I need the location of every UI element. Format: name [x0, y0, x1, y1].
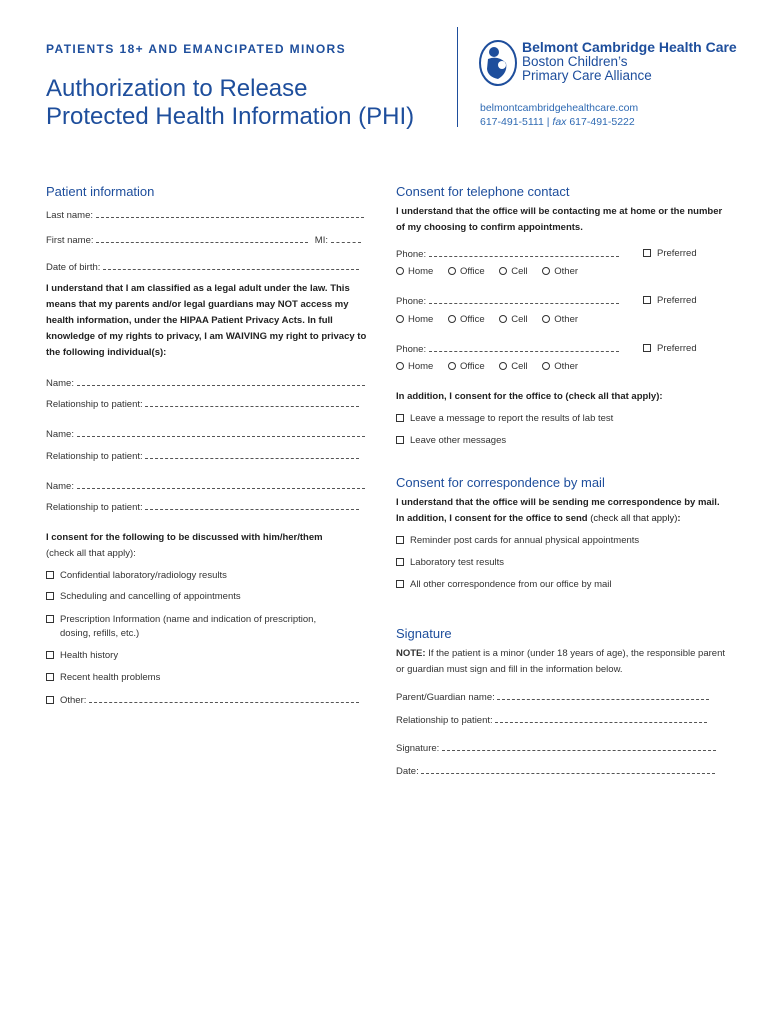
phone-fax: 617-491-5111 | fax 617-491-5222: [480, 116, 635, 128]
telephone-heading: Consent for telephone contact: [396, 184, 570, 199]
date-field[interactable]: [396, 765, 715, 777]
page-title: [46, 75, 414, 131]
guardian-name-field[interactable]: [396, 691, 709, 703]
mail-item[interactable]: [396, 535, 639, 546]
checkbox[interactable]: [46, 615, 54, 623]
option-label: Home: [408, 314, 434, 325]
radio[interactable]: [499, 362, 507, 370]
relationship-line[interactable]: [145, 398, 359, 407]
option-label: Home: [408, 266, 434, 277]
option-home[interactable]: [396, 361, 433, 372]
contact-info: [480, 101, 638, 129]
fax-number: 617-491-5222: [569, 116, 635, 128]
dob-field[interactable]: [46, 261, 359, 273]
checkbox[interactable]: [643, 296, 651, 304]
patient-info-heading: Patient information: [46, 184, 155, 199]
telephone-statement: I understand that the office will be contacting me at home or the number of my choosing to confirm appointments.: [396, 206, 723, 233]
phone-field[interactable]: [396, 248, 619, 260]
individual-2-name[interactable]: [46, 428, 365, 440]
option-cell[interactable]: [499, 361, 527, 372]
relationship-line[interactable]: [145, 501, 359, 510]
phone-line[interactable]: [429, 343, 619, 352]
radio[interactable]: [499, 267, 507, 275]
first-name-line[interactable]: [96, 234, 308, 243]
telephone-item-label: Leave a message to report the results of lab test: [410, 413, 614, 424]
form-kicker: PATIENTS 18+ AND EMANCIPATED MINORS: [46, 42, 347, 56]
preferred-option[interactable]: [643, 295, 697, 306]
checkbox[interactable]: [46, 696, 54, 704]
fax-label: fax: [552, 116, 567, 128]
privacy-statement: I understand that I am classified as a legal adult under the law. This means that my parents and/or legal guardians may NOT access my health information, under the HIPAA Patient Privacy Acts. In full knowledge of my rights to privacy, I am WAIVING my right to privacy to the following individual(s):: [46, 283, 367, 358]
preferred-option[interactable]: [643, 343, 697, 354]
signature-note: [396, 646, 726, 678]
relationship-label: Relationship to patient:: [46, 451, 143, 462]
option-office[interactable]: [448, 314, 485, 325]
option-label: Other: [554, 314, 579, 325]
consent-item[interactable]: [46, 650, 118, 661]
consent-item-label: Confidential laboratory/radiology results: [60, 570, 227, 581]
option-other[interactable]: [542, 266, 578, 277]
checkbox[interactable]: [643, 249, 651, 257]
option-home[interactable]: [396, 266, 433, 277]
phone-field[interactable]: [396, 343, 619, 355]
option-other[interactable]: [542, 361, 578, 372]
option-other[interactable]: [542, 314, 578, 325]
individual-3-relationship[interactable]: [46, 501, 359, 513]
option-label: Cell: [511, 266, 528, 277]
name-label: Name:: [46, 481, 74, 492]
checkbox[interactable]: [46, 651, 54, 659]
mail-item[interactable]: [396, 579, 612, 590]
option-label: Office: [459, 314, 485, 325]
individual-3-name[interactable]: [46, 480, 365, 492]
consent-item-label: Other:: [60, 695, 87, 706]
mail-item[interactable]: [396, 557, 504, 568]
checkbox[interactable]: [396, 436, 404, 444]
option-cell[interactable]: [499, 314, 527, 325]
consent-note: (check all that apply):: [46, 548, 136, 559]
phone-type-options[interactable]: [396, 361, 590, 372]
phone-label: Phone:: [396, 296, 427, 307]
name-label: Name:: [46, 429, 74, 440]
dob-label: Date of birth:: [46, 262, 101, 273]
radio[interactable]: [542, 362, 550, 370]
title-line-1: Authorization to Release: [46, 75, 308, 102]
telephone-item[interactable]: [396, 435, 506, 446]
mail-statement: [396, 495, 726, 527]
option-home[interactable]: [396, 314, 433, 325]
option-label: Other: [554, 266, 579, 277]
consent-item[interactable]: [46, 570, 227, 581]
first-name-field[interactable]: [46, 234, 361, 246]
mail-item-label: Laboratory test results: [410, 557, 504, 568]
option-label: Office: [459, 361, 485, 372]
signature-label: Signature:: [396, 743, 440, 754]
other-line[interactable]: [89, 694, 359, 703]
org-name: Belmont Cambridge Health Care: [522, 39, 737, 55]
preferred-label: Preferred: [657, 343, 697, 354]
mail-item-label: All other correspondence from our office by mail: [410, 579, 612, 590]
radio[interactable]: [396, 362, 404, 370]
consent-item-label: Health history: [60, 650, 119, 661]
guardian-label: Parent/Guardian name:: [396, 692, 495, 703]
mail-statement-note: (check all that apply): [590, 513, 678, 524]
checkbox[interactable]: [643, 344, 651, 352]
mail-item-label: Reminder post cards for annual physical appointments: [410, 535, 640, 546]
mi-label: MI:: [314, 235, 328, 246]
relationship-line[interactable]: [145, 450, 359, 459]
option-office[interactable]: [448, 361, 485, 372]
checkbox[interactable]: [396, 536, 404, 544]
website-link[interactable]: belmontcambridgehealthcare.com: [480, 102, 639, 114]
mi-line[interactable]: [331, 234, 361, 243]
phone-line[interactable]: [429, 295, 619, 304]
telephone-item-label: Leave other messages: [410, 435, 507, 446]
preferred-option[interactable]: [643, 248, 697, 259]
phone-line[interactable]: [429, 248, 619, 257]
option-label: Other: [554, 361, 579, 372]
title-line-2: Protected Health Information (PHI): [46, 103, 415, 130]
radio[interactable]: [542, 267, 550, 275]
individual-1-name[interactable]: [46, 377, 365, 389]
relationship-label: Relationship to patient:: [46, 502, 143, 513]
mail-heading: Consent for correspondence by mail: [396, 475, 605, 490]
name-label: Name:: [46, 378, 74, 389]
phone-field[interactable]: [396, 295, 619, 307]
header-divider: [457, 27, 458, 127]
signature-heading: Signature: [396, 626, 452, 641]
relationship-line[interactable]: [495, 714, 707, 723]
radio[interactable]: [396, 315, 404, 323]
consent-item-label: Scheduling and cancelling of appointments: [60, 591, 241, 602]
consent-item[interactable]: [46, 591, 241, 602]
phone-type-options[interactable]: [396, 266, 590, 277]
consent-intro: I consent for the following to be discussed with him/her/them: [46, 532, 323, 543]
phone-label: Phone:: [396, 344, 427, 355]
name-line[interactable]: [77, 480, 365, 489]
individual-1-relationship[interactable]: [46, 398, 359, 410]
checkbox[interactable]: [46, 571, 54, 579]
last-name-label: Last name:: [46, 210, 93, 221]
consent-item-label: Recent health problems: [60, 672, 161, 683]
radio[interactable]: [542, 315, 550, 323]
telephone-item[interactable]: [396, 413, 613, 424]
preferred-label: Preferred: [657, 295, 697, 306]
date-label: Date:: [396, 766, 419, 777]
mail-statement-text: I understand that the office will be sending me correspondence by mail. In addition, I consent for the office to send: [396, 497, 720, 524]
first-name-label: First name:: [46, 235, 94, 246]
option-cell[interactable]: [499, 266, 527, 277]
consent-item[interactable]: [46, 672, 160, 683]
date-line[interactable]: [421, 765, 715, 774]
checkbox[interactable]: [396, 414, 404, 422]
consent-item-label: Prescription Information (name and indication of prescription,: [60, 614, 317, 625]
radio[interactable]: [499, 315, 507, 323]
name-line[interactable]: [77, 377, 365, 386]
radio[interactable]: [448, 362, 456, 370]
signature-field[interactable]: [396, 742, 716, 754]
name-line[interactable]: [77, 428, 365, 437]
phone-type-options[interactable]: [396, 314, 590, 325]
option-label: Cell: [511, 314, 528, 325]
note-text: If the patient is a minor (under 18 years of age), the responsible parent or guardian must sign and fill in the information below.: [396, 648, 725, 675]
phone-number: 617-491-5111: [480, 116, 544, 128]
dob-line[interactable]: [103, 261, 359, 270]
org-subname-2: Primary Care Alliance: [522, 68, 652, 83]
option-label: Cell: [511, 361, 528, 372]
option-label: Home: [408, 361, 434, 372]
consent-item-continuation: dosing, refills, etc.): [60, 628, 140, 639]
option-label: Office: [459, 266, 485, 277]
mother-child-logo-icon: [478, 39, 518, 87]
last-name-line[interactable]: [96, 209, 364, 218]
radio[interactable]: [448, 267, 456, 275]
phone-label: Phone:: [396, 249, 427, 260]
individual-2-relationship[interactable]: [46, 450, 359, 462]
radio[interactable]: [396, 267, 404, 275]
consent-item[interactable]: [46, 614, 316, 625]
checkbox[interactable]: [46, 592, 54, 600]
org-subname-1: Boston Children’s: [522, 54, 628, 69]
last-name-field[interactable]: [46, 209, 364, 221]
consent-item-other[interactable]: [46, 694, 359, 706]
radio[interactable]: [448, 315, 456, 323]
checkbox[interactable]: [46, 673, 54, 681]
mail-statement-end: :: [677, 513, 681, 524]
relationship-label: Relationship to patient:: [46, 399, 143, 410]
note-label: NOTE:: [396, 648, 426, 659]
signature-line[interactable]: [442, 742, 716, 751]
relationship-label: Relationship to patient:: [396, 715, 493, 726]
preferred-label: Preferred: [657, 248, 697, 259]
checkbox[interactable]: [396, 558, 404, 566]
telephone-addition: In addition, I consent for the office to (check all that apply):: [396, 391, 663, 402]
checkbox[interactable]: [396, 580, 404, 588]
guardian-relationship-field[interactable]: [396, 714, 707, 726]
guardian-line[interactable]: [497, 691, 709, 700]
option-office[interactable]: [448, 266, 485, 277]
